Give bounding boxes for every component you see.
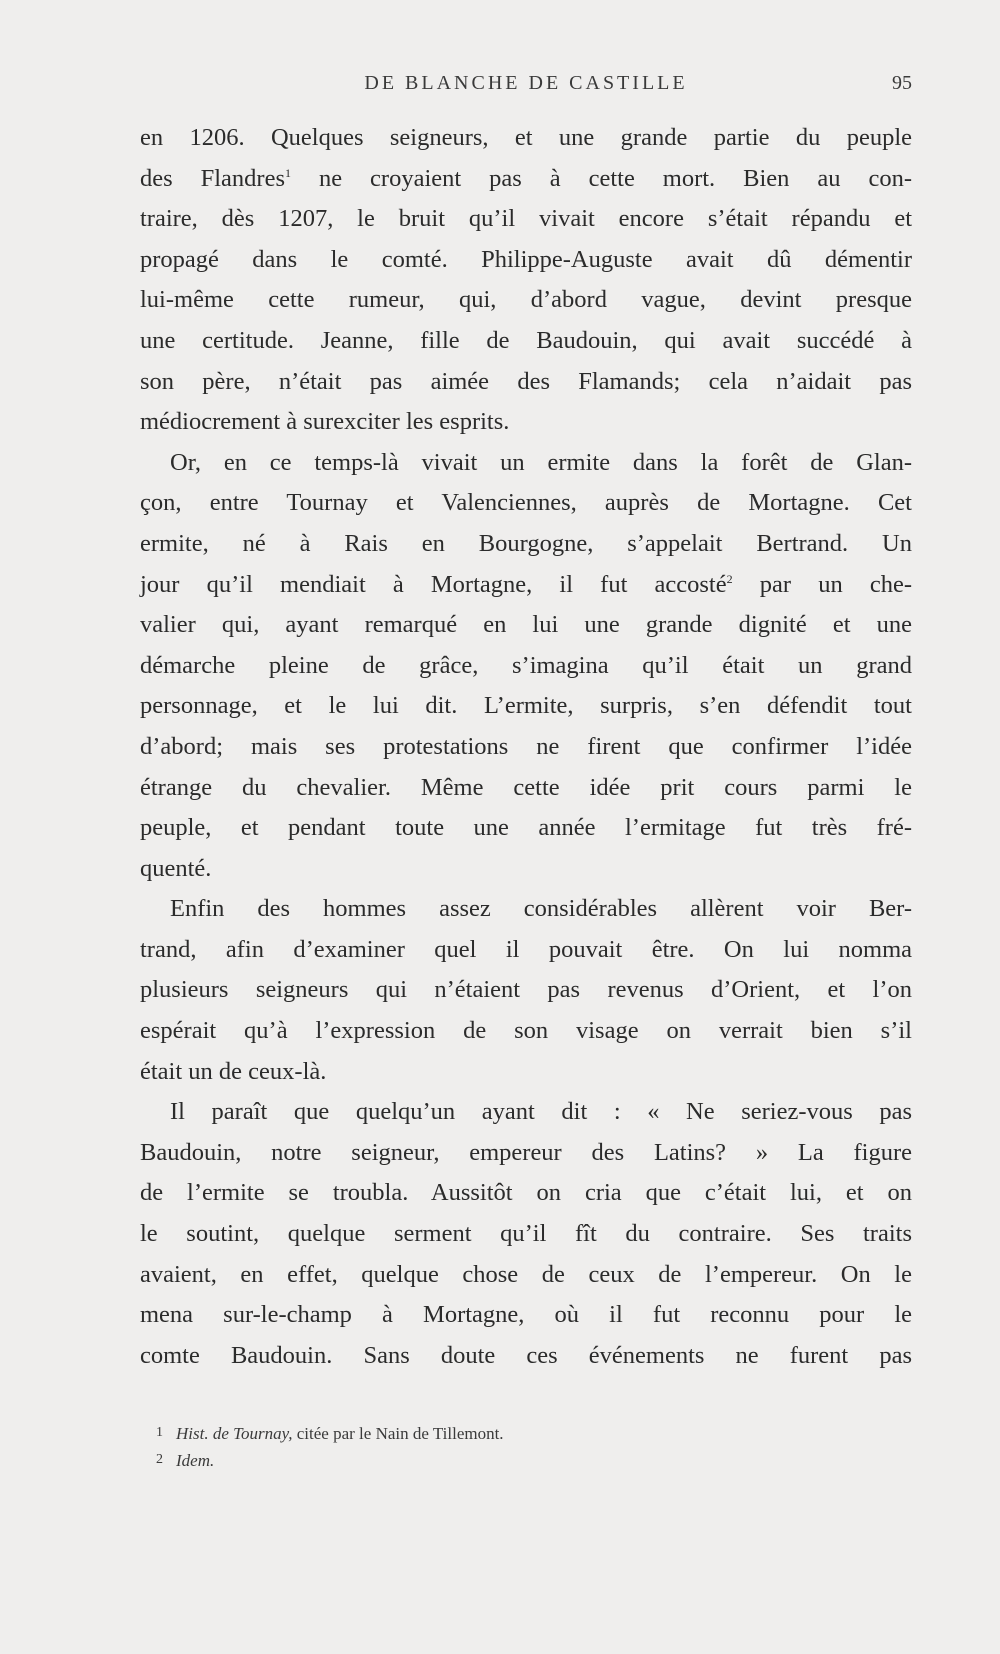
- footnote-source: Idem.: [176, 1451, 215, 1470]
- text-line: en 1206. Quelques seigneurs, et une grande partie du peuple: [140, 124, 912, 151]
- text-line: démarche pleine de grâce, s’imagina qu’il était un grand: [140, 651, 912, 679]
- text-line: plusieurs seigneurs qui n’étaient pas revenus d’Orient, et l’on: [140, 976, 912, 1004]
- text-line: avaient, en effet, quelque chose de ceux de l’empereur. On le: [140, 1260, 912, 1288]
- footnote-mark: 1: [156, 1425, 163, 1440]
- text-line: son père, n’était pas aimée des Flamands; cela n’aidait pas: [140, 367, 912, 395]
- text-line: lui-même cette rumeur, qui, d’abord vague, devint presque: [140, 286, 912, 314]
- text-segment: des Flandres: [140, 164, 285, 192]
- footnote-source: Hist. de Tournay,: [176, 1424, 293, 1443]
- text-line: [140, 159, 912, 200]
- text-line: Baudouin, notre seigneur, empereur des Latins? » La figure: [140, 1138, 912, 1166]
- footnotes: [156, 1420, 896, 1474]
- footnote-text: citée par le Nain de Tillemont.: [292, 1424, 504, 1443]
- text-line: était un de ceux-là.: [140, 1057, 327, 1085]
- running-head: [140, 72, 912, 100]
- text-line: comte Baudouin. Sans doute ces événements ne furent pas: [140, 1341, 912, 1369]
- text-line: Enfin des hommes assez considérables allèrent voir Ber-: [170, 895, 912, 923]
- text-segment: par un che-: [732, 570, 912, 598]
- text-segment: jour qu’il mendiait à Mortagne, il fut accosté: [140, 570, 727, 598]
- text-line: ermite, né à Rais en Bourgogne, s’appelait Bertrand. Un: [140, 529, 912, 557]
- paragraph-4: [140, 1092, 912, 1376]
- text-line: une certitude. Jeanne, fille de Baudouin, qui avait succédé à: [140, 326, 912, 354]
- text-line: valier qui, ayant remarqué en lui une grande dignité et une: [140, 611, 912, 639]
- body-text: [140, 118, 912, 1376]
- text-line: de l’ermite se troubla. Aussitôt on cria que c’était lui, et on: [140, 1179, 912, 1207]
- text-line: le soutint, quelque serment qu’il fît du contraire. Ses traits: [140, 1220, 912, 1248]
- text-line: peuple, et pendant toute une année l’ermitage fut très fré-: [140, 814, 912, 842]
- text-line: Or, en ce temps-là vivait un ermite dans la forêt de Glan-: [170, 448, 912, 476]
- footnote-mark: 2: [156, 1452, 163, 1467]
- footnote-1: [156, 1420, 896, 1447]
- footnote-ref-2[interactable]: 2: [726, 571, 733, 586]
- footnote-2: [156, 1447, 896, 1474]
- running-title: DE BLANCHE DE CASTILLE: [364, 72, 688, 94]
- text-line: propagé dans le comté. Philippe-Auguste avait dû démentir: [140, 245, 912, 273]
- text-line: trand, afin d’examiner quel il pouvait être. On lui nomma: [140, 935, 912, 963]
- text-line: quenté.: [140, 854, 212, 882]
- text-line: personnage, et le lui dit. L’ermite, surpris, s’en défendit tout: [140, 692, 912, 720]
- paragraph-3: [140, 889, 912, 1092]
- text-segment: ne croyaient pas à cette mort. Bien au con-: [291, 164, 912, 192]
- page-number: 95: [892, 72, 912, 94]
- text-line: Il paraît que quelqu’un ayant dit : « Ne seriez-vous pas: [170, 1098, 912, 1126]
- paragraph-1: [140, 118, 912, 443]
- text-line: d’abord; mais ses protestations ne firent que confirmer l’idée: [140, 732, 912, 760]
- text-line: espérait qu’à l’expression de son visage on verrait bien s’il: [140, 1017, 912, 1045]
- paragraph-2: [140, 443, 912, 890]
- footnote-ref-1[interactable]: 1: [285, 165, 291, 180]
- text-line: mena sur-le-champ à Mortagne, où il fut reconnu pour le: [140, 1301, 912, 1329]
- text-line: médiocrement à surexciter les esprits.: [140, 408, 510, 436]
- text-line: étrange du chevalier. Même cette idée prit cours parmi le: [140, 773, 912, 801]
- text-line: çon, entre Tournay et Valenciennes, auprès de Mortagne. Cet: [140, 489, 912, 517]
- text-line: [140, 565, 912, 606]
- text-line: traire, dès 1207, le bruit qu’il vivait encore s’était répandu et: [140, 205, 912, 233]
